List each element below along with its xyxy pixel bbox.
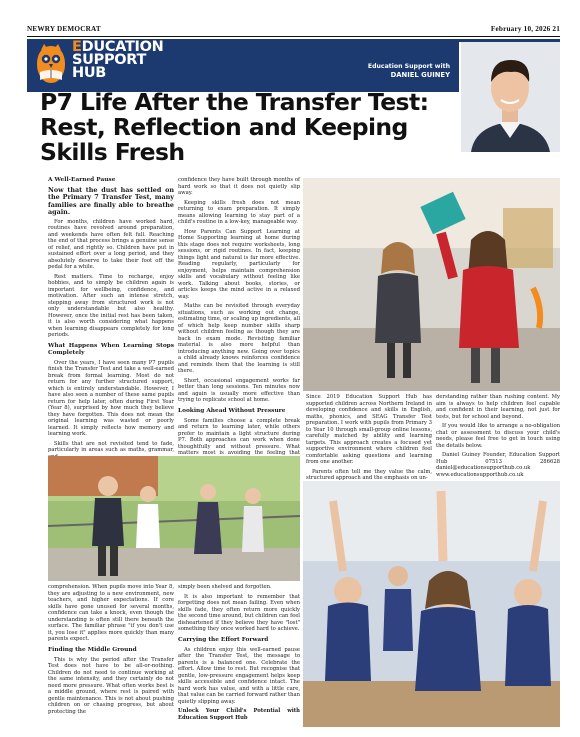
- paragraph: Keeping skills fresh does not mean returning to exam preparation. It simply means allowing learning to stay part of a child's routine in a low-key, manageable way.: [178, 199, 300, 225]
- paragraph: Rest matters. Time to recharge, enjoy hobbies, and to simply be children again is important for wellbeing, confidence, and motivation. After such an intense stretch, stepping away from structured work is not only understandable but also healthy. However, once the initial rest has been taken, it is also worth considering what happens when learning disappears completely for long periods.: [48, 273, 174, 339]
- date-page: February 10, 2026 21: [490, 25, 560, 33]
- paragraph: This is why the period after the Transfer Test does not have to be all-or-nothing. Children do not need to continue working at the same intensity, and they certainly do not need more pressure. What often works best is a middle ground, where rest is paired with gentle maintenance. This is not about pushing children on or chasing progress, but about protecting the: [48, 656, 174, 715]
- paragraph: Since 2019 Education Support Hub has supported children across Northern Ireland in developing confidence and skills in English, maths, phonics, and SEAG Transfer Test preparation. I work with pupils from Primary 3 to Year 10 through small-group online lessons, carefully matched by ability and learning targets. This approach creates a focused yet supportive environment where children feel comfortable asking questions and learning from one another.: [306, 394, 432, 465]
- logo-initial-e: E: [72, 39, 82, 55]
- paragraph: simply been shelved and forgotten.: [178, 584, 272, 590]
- paragraph: Maths can be revisited through everyday situations, such as working out change, estimating time, or scaling up ingredients, all of which help keep number skills sharp without children feeling as though they are back in exam mode. Revisiting familiar material is also more helpful than introducing anything new. Going over topics a child already knows reinforces confidence and reminds them that the learning is still there.: [178, 303, 300, 374]
- article-column-4: [436, 394, 560, 480]
- lead-paragraph: Now that the dust has settled on the Primary 7 Transfer Test, many families are finally able to breathe again.: [48, 186, 174, 217]
- article-column-1: [48, 177, 174, 455]
- paragraph: It is also important to remember that forgetting does not mean failing. Even when skills fade, they often return more quickly the second time around, but children can feel disheartened if they believe they have "lost" something they once worked hard to achieve.: [178, 593, 300, 632]
- paragraph: For months, children have worked hard, routines have revolved around preparation, and weekends have often felt full. Reaching the end of that process brings a genuine sense of relief, and rightly so. Children have put in sustained effort over a long period, and they absolutely deserve to take their foot off the pedal for a while.: [48, 218, 174, 271]
- logo-line-hub: HUB: [72, 64, 107, 81]
- paragraph: Skills that are not revisited tend to fade, particularly in areas such as maths, grammar,: [48, 440, 174, 454]
- newspaper-name: NEWRY DEMOCRAT: [27, 25, 101, 33]
- paragraph: comprehension. When pupils move into Year 8, they are adjusting to a new environment, new teachers, and higher expectations. If core skills have gone unused for several months, confidence can take a knock, even though the understanding is often still there beneath the surface. The familiar phrase "if you don't use it, you lose it" applies more quickly than many parents expect.: [48, 584, 174, 642]
- closing-line: Unlock Your Child's Potential with Education Support Hub: [178, 708, 300, 721]
- photo-classroom-hands-up: [303, 481, 560, 727]
- author-portrait-image: [461, 42, 560, 152]
- paragraph: confidence they have built through months of hard work so that it does not quietly slip away.: [178, 177, 300, 196]
- author-photo: [459, 42, 560, 152]
- paragraph: Some families choose a complete break and return to learning later, while others prefer to maintain a light structure during P7. Both approaches can work when done thoughtfully and without pressure. What matters most is avoiding the feeling that: [178, 417, 300, 456]
- contact-details: Daniel Guiney Founder, Education Support Hub 07513 286628 daniel@educationsupporthub.co.uk www.educationsupporthub.co.uk: [436, 452, 560, 478]
- subhead-carrying-effort: Carrying the Effort Forward: [178, 636, 269, 643]
- logo-line-support: SUPPORT: [72, 51, 147, 68]
- paragraph: Short, occasional engagement works far better than long sessions. Ten minutes now and again is usually more effective than trying to replicate school at home.: [178, 377, 300, 403]
- paragraph: derstanding rather than rushing content. My aim is always to help children feel capable and confident in their learning, not just for tests, but for school and beyond.: [436, 394, 560, 420]
- article-column-2: [178, 177, 300, 455]
- subhead-looking-ahead: Looking Ahead Without Pressure: [178, 407, 286, 414]
- subhead-middle-ground: Finding the Middle Ground: [48, 646, 137, 653]
- article-column-5: [48, 584, 174, 727]
- article-column-3: [306, 394, 432, 480]
- subhead-well-earned-pause: A Well-Earned Pause: [48, 177, 116, 183]
- byline-name: DANIEL GUINEY: [390, 71, 450, 79]
- schoolgirls-image: [303, 178, 560, 391]
- subhead-learning-stops: What Happens When Learning Stops Completely: [48, 342, 174, 356]
- owl-book-icon: [34, 42, 68, 88]
- photo-schoolgirls-running: [303, 178, 560, 391]
- paragraph: Over the years, I have seen many P7 pupils finish the Transfer Test and take a well-earned break from formal learning. Most do not return for any further structured support, which is entirely understandable. However, I have also seen a number of these same pupils return for help later, often during First Year (Year 8), surprised by how much they believe they have forgotten. This does not mean the original learning was wasted or poorly learned. It simply reflects how memory and learning work.: [48, 359, 174, 438]
- classroom-image: [303, 481, 560, 727]
- byline: [300, 62, 450, 80]
- headline: P7 Life After the Transfer Test: Rest, Reflection and Keeping Skills Fresh: [40, 88, 429, 166]
- article-column-6: [178, 584, 300, 727]
- paragraph: As children enjoy this well-earned pause after the Transfer Test, the message to parents is a balanced one. Celebrate the effort. Allow time to rest. But recognise that gentle, low-pressure engagement helps keep skills accessible and confidence intact. The hard work has value, and with a little care, that value can be carried forward rather than quietly slipping away.: [178, 646, 300, 705]
- byline-with: Education Support with: [367, 63, 450, 70]
- masthead: [27, 25, 560, 37]
- paragraph: Parents often tell me they value the calm, structured approach and the emphasis on un-: [306, 468, 432, 481]
- photo-children-walking: [48, 456, 300, 581]
- logo-wordmark: [72, 41, 164, 79]
- paragraph: How Parents Can Support Learning at Home Supporting learning at home during this stage does not require worksheets, long sessions, or rigid routines. In fact, keeping things light and natural is far more effective. Reading regularly, particularly for enjoyment, helps maintain comprehension skills and vocabulary without feeling like work. Talking about books, stories, or articles keeps the mind active in a relaxed way.: [178, 228, 300, 300]
- logo-text-education: DUCATION: [81, 39, 164, 55]
- paragraph: If you would like to arrange a no-obligation chat or assessment to discuss your child's needs, please feel free to get in touch using the details below.: [436, 423, 560, 449]
- children-walking-image: [48, 456, 300, 581]
